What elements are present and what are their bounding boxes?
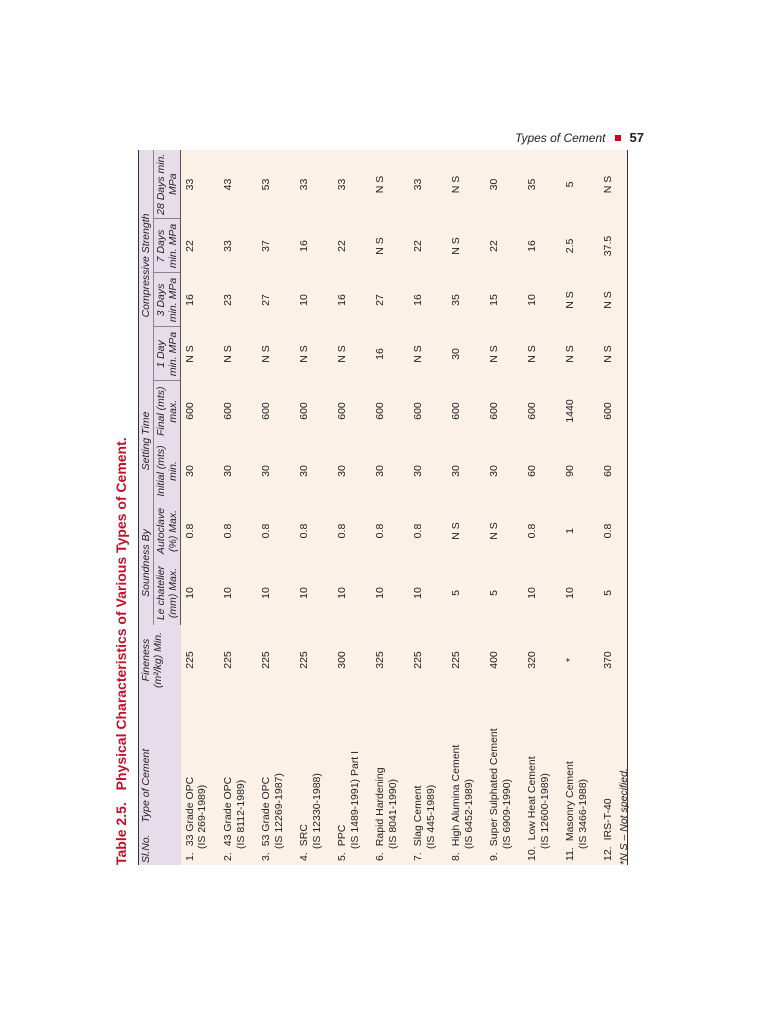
header-sl-no: Sl.No. <box>140 834 152 863</box>
cell-cement <box>447 695 485 865</box>
cell-init: 30 <box>219 441 257 501</box>
page-number: 57 <box>629 130 644 145</box>
cell-init: 30 <box>447 441 485 501</box>
cell-auto: 0.8 <box>599 501 628 561</box>
table-row <box>257 150 295 865</box>
cell-init: 30 <box>371 441 409 501</box>
cell-auto: N S <box>447 501 485 561</box>
cell-cement <box>219 695 257 865</box>
cell-cement <box>485 695 523 865</box>
cell-d1: N S <box>219 327 257 381</box>
cell-auto: 0.8 <box>219 501 257 561</box>
row-number: 10. <box>526 846 539 861</box>
table-row <box>295 150 333 865</box>
table-label: Table 2.5. <box>113 802 129 865</box>
cell-d28: 53 <box>257 150 295 219</box>
cell-cement <box>295 695 333 865</box>
table-row <box>599 150 628 865</box>
header-initial: Initial (mts) min. <box>154 441 181 501</box>
cell-d1: N S <box>523 327 561 381</box>
cell-fineness: 300 <box>333 625 371 695</box>
cell-d7: 22 <box>333 219 371 273</box>
cement-name: SRC <box>298 824 311 847</box>
cell-d28: 33 <box>333 150 371 219</box>
cement-standard: (IS 12330-1988) <box>310 773 323 849</box>
row-number: 4. <box>298 852 311 861</box>
cell-final: 600 <box>181 381 220 441</box>
cell-le: 5 <box>485 561 523 625</box>
row-number: 1. <box>183 852 196 861</box>
cell-le: 10 <box>371 561 409 625</box>
cell-d3: 16 <box>333 273 371 327</box>
cement-name: High Alumina Cement <box>450 744 463 847</box>
cement-standard: (IS 1489-1991) Part I <box>348 750 361 849</box>
cell-d7: 22 <box>181 219 220 273</box>
cell-d7: 37 <box>257 219 295 273</box>
cell-init: 30 <box>181 441 220 501</box>
cell-fineness: 320 <box>523 625 561 695</box>
cement-standard: (IS 6909-1990) <box>500 778 513 849</box>
table-row <box>333 150 371 865</box>
cell-d3: 16 <box>181 273 220 327</box>
cell-d28: 30 <box>485 150 523 219</box>
cell-le: 10 <box>181 561 220 625</box>
cell-d1: N S <box>333 327 371 381</box>
cell-cement <box>561 695 599 865</box>
row-number: 9. <box>488 852 501 861</box>
cell-d3: 23 <box>219 273 257 327</box>
cell-fineness: 225 <box>219 625 257 695</box>
cell-fineness: 225 <box>409 625 447 695</box>
cell-d7: N S <box>371 219 409 273</box>
row-number: 8. <box>450 852 463 861</box>
header-7-days: 7 Days min. MPa <box>154 219 181 273</box>
cement-characteristics-table <box>138 150 628 865</box>
cell-final: 600 <box>371 381 409 441</box>
cell-d1: N S <box>181 327 220 381</box>
cell-d7: 22 <box>485 219 523 273</box>
cell-le: 5 <box>599 561 628 625</box>
cement-name: Super Sulphated Cement <box>488 728 501 847</box>
cell-final: 600 <box>295 381 333 441</box>
cell-final: 600 <box>485 381 523 441</box>
table-row <box>485 150 523 865</box>
red-square-icon <box>615 135 621 141</box>
cell-init: 60 <box>523 441 561 501</box>
cell-init: 30 <box>409 441 447 501</box>
cell-d28: N S <box>371 150 409 219</box>
row-number: 3. <box>260 852 273 861</box>
table-caption: Physical Characteristics of Various Types of Cement. <box>113 437 129 791</box>
cell-final: 600 <box>409 381 447 441</box>
cell-final: 600 <box>523 381 561 441</box>
cement-name: Rapid Hardening <box>374 767 387 847</box>
cell-d7: N S <box>447 219 485 273</box>
cell-final: 1440 <box>561 381 599 441</box>
cell-fineness: 225 <box>181 625 220 695</box>
cell-d1: N S <box>295 327 333 381</box>
header-type-of-cement: Type of Cement <box>140 748 152 823</box>
cell-auto: 0.8 <box>295 501 333 561</box>
cell-d7: 33 <box>219 219 257 273</box>
cell-d1: N S <box>485 327 523 381</box>
cell-d1: N S <box>599 327 628 381</box>
table-row <box>181 150 220 865</box>
cell-le: 10 <box>523 561 561 625</box>
table-row <box>219 150 257 865</box>
cement-standard: (IS 8112-1989) <box>234 779 247 849</box>
cell-cement <box>257 695 295 865</box>
cell-init: 30 <box>485 441 523 501</box>
cell-final: 600 <box>257 381 295 441</box>
cement-name: IRS-T-40 <box>602 798 615 841</box>
cement-name: Masonry Cement <box>564 761 577 842</box>
cell-d3: 27 <box>257 273 295 327</box>
cell-final: 600 <box>219 381 257 441</box>
cell-cement <box>181 695 220 865</box>
cell-d3: 15 <box>485 273 523 327</box>
cell-d28: N S <box>447 150 485 219</box>
table-row <box>523 150 561 865</box>
cell-init: 30 <box>333 441 371 501</box>
cell-le: 10 <box>409 561 447 625</box>
cell-d1: N S <box>257 327 295 381</box>
cell-d7: 16 <box>523 219 561 273</box>
cell-le: 10 <box>561 561 599 625</box>
cell-le: 5 <box>447 561 485 625</box>
table-row <box>447 150 485 865</box>
header-autoclave: Autoclave (%) Max. <box>154 501 181 561</box>
cell-d3: N S <box>599 273 628 327</box>
table-row <box>409 150 447 865</box>
cell-auto: 0.8 <box>333 501 371 561</box>
cell-d28: 33 <box>181 150 220 219</box>
table-body <box>181 150 628 865</box>
row-number: 5. <box>336 852 349 861</box>
cell-d28: N S <box>599 150 628 219</box>
cell-auto: 0.8 <box>371 501 409 561</box>
cell-auto: 0.8 <box>409 501 447 561</box>
cell-fineness: 225 <box>295 625 333 695</box>
cell-fineness: * <box>561 625 599 695</box>
cement-standard: (IS 6452-1989) <box>462 778 475 849</box>
header-soundness-by: Soundness By <box>139 501 154 625</box>
cell-fineness: 225 <box>447 625 485 695</box>
cell-d3: N S <box>561 273 599 327</box>
cell-cement <box>523 695 561 865</box>
cement-name: Slag Cement <box>412 785 425 847</box>
cell-d28: 5 <box>561 150 599 219</box>
table-title <box>113 145 135 865</box>
row-number: 2. <box>222 852 235 861</box>
cell-le: 10 <box>333 561 371 625</box>
cell-le: 10 <box>219 561 257 625</box>
cell-fineness: 225 <box>257 625 295 695</box>
running-head-text: Types of Cement <box>515 130 606 145</box>
cell-final: 600 <box>333 381 371 441</box>
cell-d1: 16 <box>371 327 409 381</box>
running-head <box>515 130 644 145</box>
cell-cement <box>333 695 371 865</box>
footnote: *N S – Not specified. <box>618 768 630 865</box>
cement-name: 53 Grade OPC <box>260 776 273 847</box>
cell-d7: 22 <box>409 219 447 273</box>
cell-d7: 37.5 <box>599 219 628 273</box>
cement-name: PPC <box>336 824 349 847</box>
cell-le: 10 <box>295 561 333 625</box>
cell-d28: 35 <box>523 150 561 219</box>
cement-name: 33 Grade OPC <box>183 776 196 847</box>
cell-final: 600 <box>447 381 485 441</box>
table-row <box>561 150 599 865</box>
cell-d3: 16 <box>409 273 447 327</box>
cement-standard: (IS 12600-1989) <box>538 773 551 849</box>
cell-d28: 33 <box>409 150 447 219</box>
cell-auto: 0.8 <box>523 501 561 561</box>
cell-d1: 30 <box>447 327 485 381</box>
rotated-table-block <box>113 145 653 865</box>
cell-auto: 0.8 <box>181 501 220 561</box>
header-1-day: 1 Day min. MPa <box>154 327 181 381</box>
cement-name: Low Heat Cement <box>526 756 539 841</box>
cell-d28: 33 <box>295 150 333 219</box>
cement-name: 43 Grade OPC <box>222 776 235 847</box>
cell-cement <box>371 695 409 865</box>
header-sl-type <box>139 695 181 865</box>
cell-auto: N S <box>485 501 523 561</box>
header-28-days: 28 Days min. MPa <box>154 150 181 219</box>
row-number: 7. <box>412 852 425 861</box>
cement-standard: (IS 12269-1987) <box>272 773 285 849</box>
cell-init: 60 <box>599 441 628 501</box>
row-number: 12. <box>602 846 615 861</box>
cell-le: 10 <box>257 561 295 625</box>
cement-standard: (IS 8041-1990) <box>386 778 399 849</box>
row-number: 6. <box>374 852 387 861</box>
cement-standard: (IS 445-1989) <box>424 784 437 849</box>
cell-auto: 0.8 <box>257 501 295 561</box>
header-setting-time: Setting Time <box>139 381 154 501</box>
cell-d28: 43 <box>219 150 257 219</box>
table-row <box>371 150 409 865</box>
cement-standard: (IS 269-1989) <box>196 784 209 849</box>
cell-d1: N S <box>561 327 599 381</box>
cell-d7: 2.5 <box>561 219 599 273</box>
row-number: 11. <box>564 847 577 861</box>
cell-d1: N S <box>409 327 447 381</box>
cell-fineness: 400 <box>485 625 523 695</box>
header-compressive-strength: Compressive Strength <box>139 150 154 381</box>
cell-d3: 10 <box>523 273 561 327</box>
cell-init: 30 <box>257 441 295 501</box>
cell-init: 90 <box>561 441 599 501</box>
cell-d3: 35 <box>447 273 485 327</box>
header-final: Final (mts) max. <box>154 381 181 441</box>
cell-auto: 1 <box>561 501 599 561</box>
cell-d7: 16 <box>295 219 333 273</box>
cell-d3: 10 <box>295 273 333 327</box>
cell-d3: 27 <box>371 273 409 327</box>
header-le-chatelier: Le chatelier (mm) Max. <box>154 561 181 625</box>
header-fineness: Fineness (m²/kg) Min. <box>139 625 181 695</box>
cement-standard: (IS 3466-1988) <box>576 778 589 849</box>
cell-fineness: 370 <box>599 625 628 695</box>
header-3-days: 3 Days min. MPa <box>154 273 181 327</box>
cell-cement <box>409 695 447 865</box>
table-wrap <box>138 150 628 865</box>
cell-fineness: 325 <box>371 625 409 695</box>
cell-init: 30 <box>295 441 333 501</box>
cell-final: 600 <box>599 381 628 441</box>
